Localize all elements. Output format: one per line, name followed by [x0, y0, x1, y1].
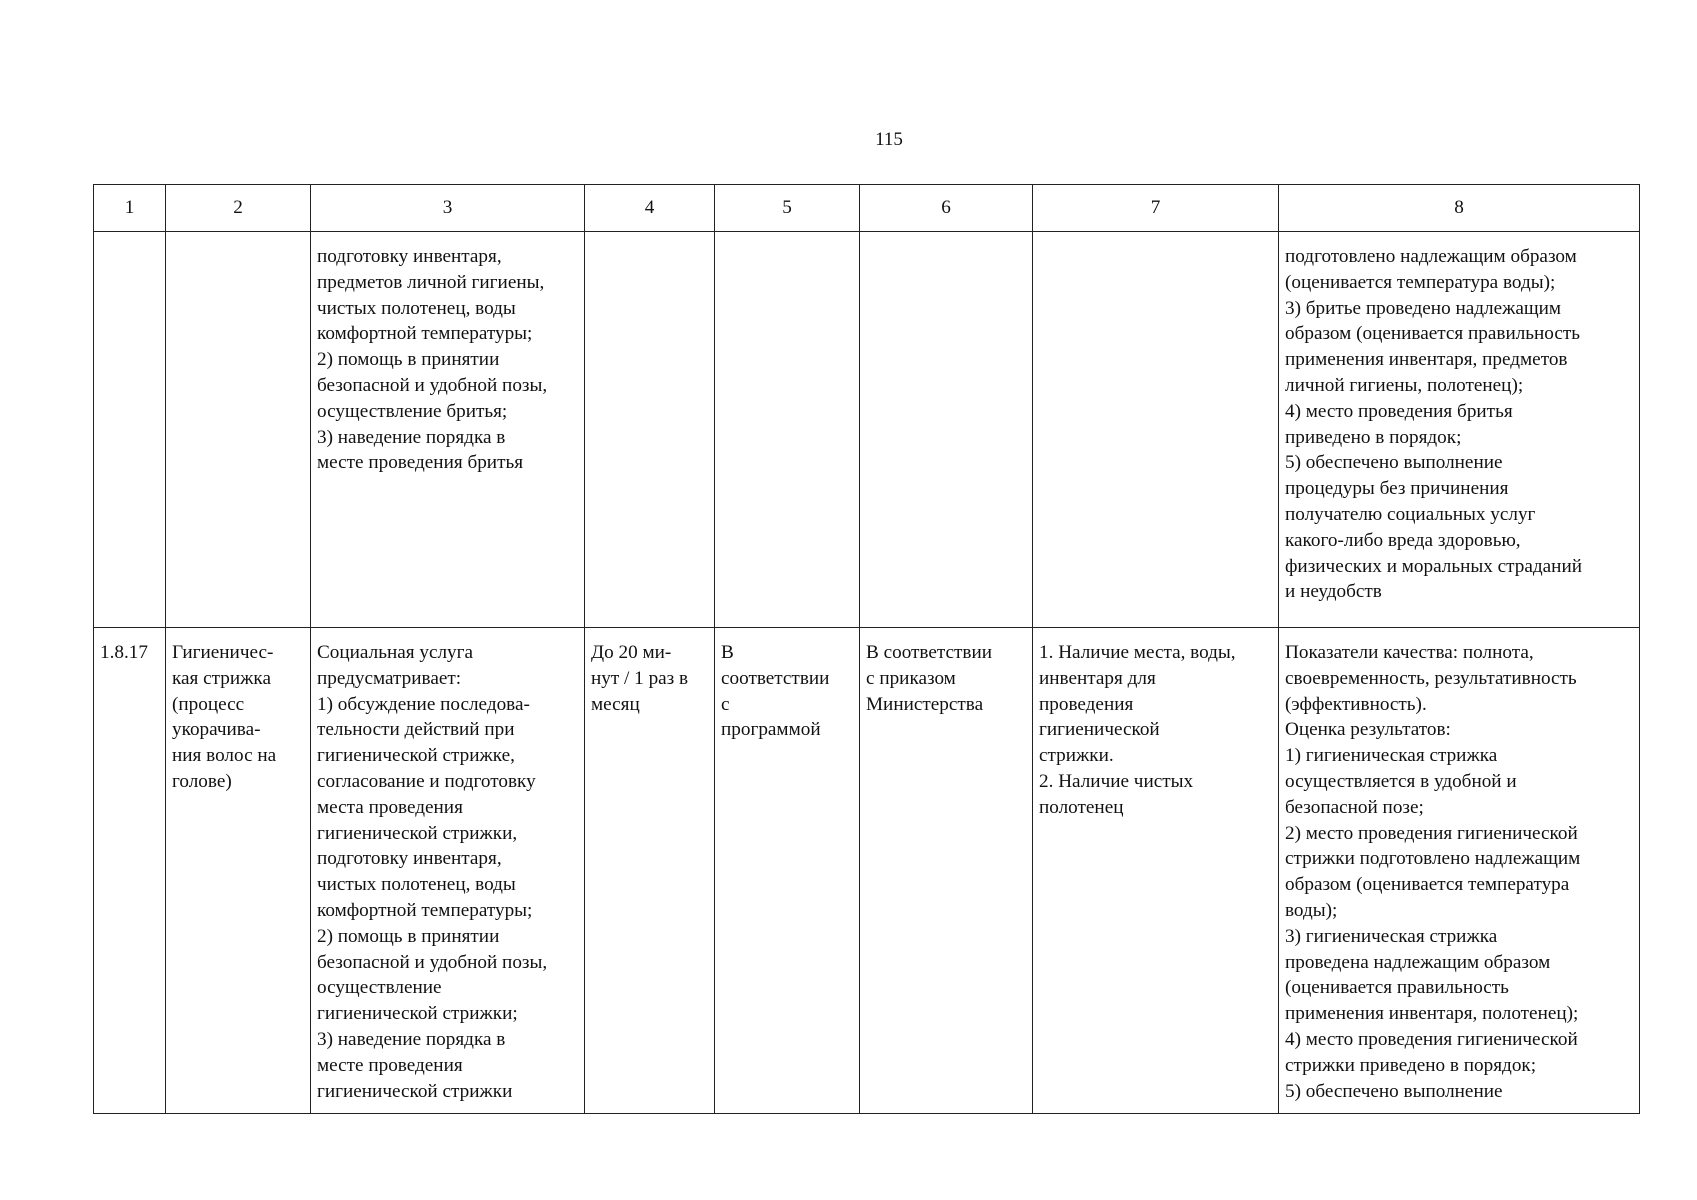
- cell-quality-indicators: подготовлено надлежащим образом (оценивается температура воды); 3) бритье проведено надлежащим образом (оценивается правильность применения инвентаря, предметов личной гигиены, полотенец); 4) место проведения бритья приведено в порядок; 5) обеспечено выполнение процедуры без причинения получателю социальных услуг какого-либо вреда здоровью, физических и моральных страданий и неудобств: [1279, 232, 1640, 628]
- cell-conditions: 1. Наличие места, воды, инвентаря для проведения гигиенической стрижки. 2. Наличие чистых полотенец: [1033, 628, 1279, 1114]
- services-table: [93, 184, 1640, 1114]
- column-header: 5: [715, 185, 860, 232]
- cell-schedule: [715, 232, 860, 628]
- column-header: 8: [1279, 185, 1640, 232]
- cell-number: 1.8.17: [94, 628, 166, 1114]
- column-header: 3: [311, 185, 585, 232]
- cell-service-name: [166, 232, 311, 628]
- cell-duration: До 20 ми- нут / 1 раз в месяц: [585, 628, 715, 1114]
- header-row: [94, 185, 1640, 232]
- column-header: 4: [585, 185, 715, 232]
- table-row: [94, 628, 1640, 1114]
- cell-tariff: [860, 232, 1033, 628]
- column-header: 7: [1033, 185, 1279, 232]
- cell-number: [94, 232, 166, 628]
- cell-tariff: В соответствии с приказом Министерства: [860, 628, 1033, 1114]
- cell-quality-indicators: Показатели качества: полнота, своевременность, результативность (эффективность). Оценка результатов: 1) гигиеническая стрижка осуществляется в удобной и безопасной позе; 2) место проведения гигиенической стрижки подготовлено надлежащим образом (оценивается температура воды); 3) гигиеническая стрижка проведена надлежащим образом (оценивается правильность применения инвентаря, полотенец); 4) место проведения гигиенической стрижки приведено в порядок; 5) обеспечено выполнение: [1279, 628, 1640, 1114]
- column-header: 6: [860, 185, 1033, 232]
- cell-conditions: [1033, 232, 1279, 628]
- column-header: 1: [94, 185, 166, 232]
- cell-service-name: Гигиеничес- кая стрижка (процесс укорачива- ния волос на голове): [166, 628, 311, 1114]
- page-number: 115: [875, 129, 903, 150]
- table-row: [94, 232, 1640, 628]
- cell-duration: [585, 232, 715, 628]
- column-header: 2: [166, 185, 311, 232]
- cell-schedule: В соответствии с программой: [715, 628, 860, 1114]
- cell-service-description: Социальная услуга предусматривает: 1) обсуждение последова- тельности действий при гигиенической стрижке, согласование и подготовку места проведения гигиенической стрижки, подготовку инвентаря, чистых полотенец, воды комфортной температуры; 2) помощь в принятии безопасной и удобной позы, осуществление гигиенической стрижки; 3) наведение порядка в месте проведения гигиенической стрижки: [311, 628, 585, 1114]
- cell-service-description: подготовку инвентаря, предметов личной гигиены, чистых полотенец, воды комфортной температуры; 2) помощь в принятии безопасной и удобной позы, осуществление бритья; 3) наведение порядка в месте проведения бритья: [311, 232, 585, 628]
